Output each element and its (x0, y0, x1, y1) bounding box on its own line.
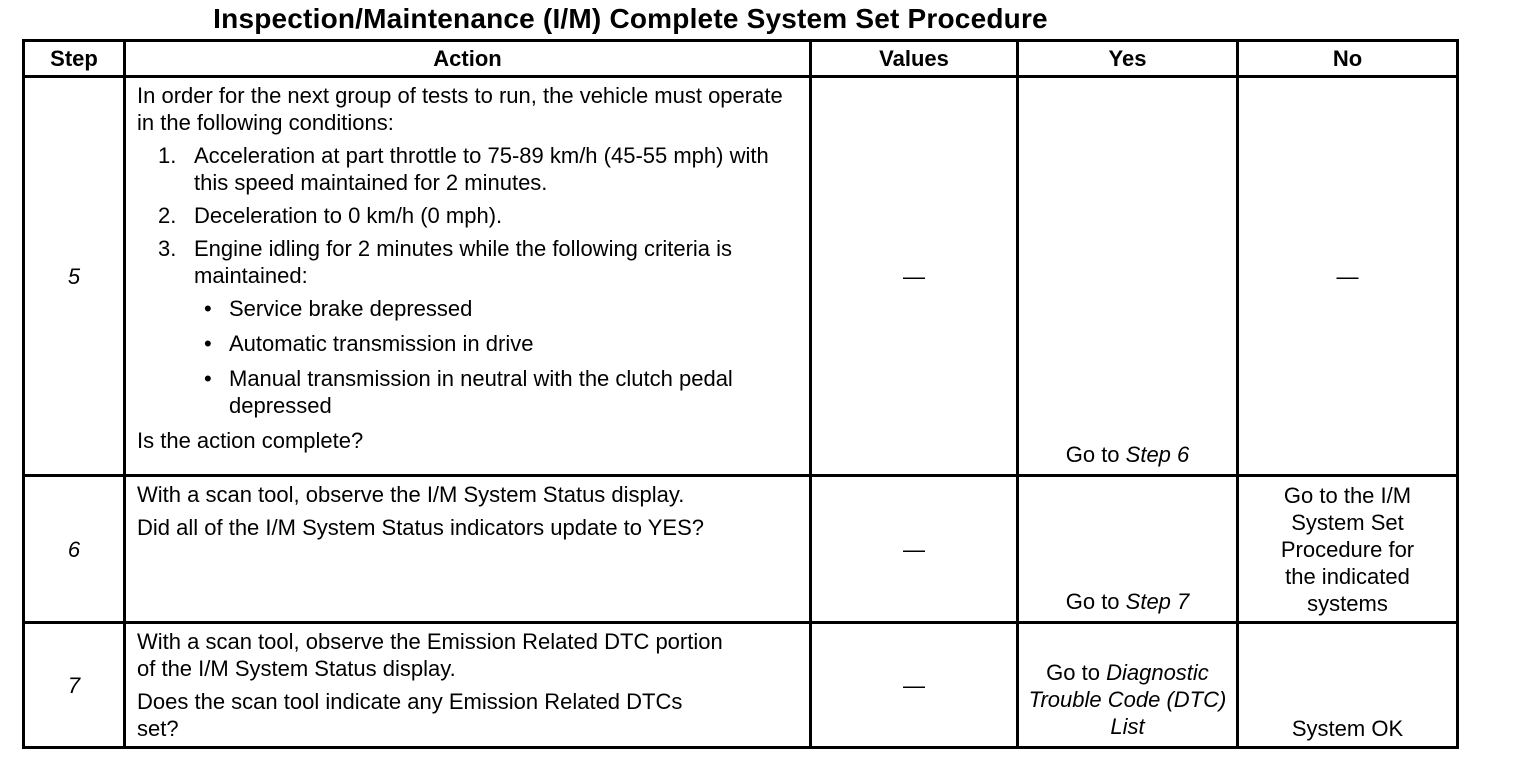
no-action-text: System OK (1291, 716, 1404, 741)
yes-cell (1018, 623, 1238, 748)
yes-prefix: Go to (1065, 589, 1126, 614)
condition-list (137, 142, 799, 419)
no-cell (1238, 476, 1458, 623)
action-question: Is the action complete? (137, 428, 364, 453)
yes-action-link[interactable] (1019, 659, 1236, 740)
procedure-table (22, 39, 1459, 749)
yes-cell (1018, 77, 1238, 476)
no-action-link[interactable]: Go to the I/M System Set Procedure for the indicated systems (1280, 483, 1415, 616)
action-instruction: With a scan tool, observe the Emission Related DTC portion of the I/M System Status display. (137, 629, 723, 681)
bullet-text: Automatic transmission in drive (229, 331, 534, 356)
page-title: Inspection/Maintenance (I/M) Complete System Set Procedure (213, 3, 1048, 34)
no-cell: — (1238, 77, 1458, 476)
values-cell: — (811, 77, 1018, 476)
list-text: Deceleration to 0 km/h (0 mph). (194, 203, 503, 228)
header-yes: Yes (1018, 41, 1238, 77)
list-item (194, 295, 799, 322)
action-cell (125, 77, 811, 476)
yes-link-text: Step 6 (1125, 442, 1190, 467)
list-item (137, 235, 799, 419)
list-number: 3. (158, 236, 177, 261)
yes-prefix: Go to (1046, 660, 1107, 685)
bullet-text: Service brake depressed (229, 296, 473, 321)
table-row (24, 476, 1458, 623)
yes-cell (1018, 476, 1238, 623)
yes-prefix: Go to (1065, 442, 1126, 467)
header-values: Values (811, 41, 1018, 77)
values-cell: — (811, 476, 1018, 623)
table-row (24, 77, 1458, 476)
no-cell (1238, 623, 1458, 748)
list-text: Acceleration at part throttle to 75-89 km/h (45-55 mph) with this speed maintained for 2 minutes. (194, 143, 769, 195)
header-step: Step (24, 41, 125, 77)
bullet-text: Manual transmission in neutral with the clutch pedal depressed (229, 366, 733, 418)
values-cell: — (811, 623, 1018, 748)
action-instruction: With a scan tool, observe the I/M System Status display. (137, 482, 685, 507)
bullet-icon: • (204, 296, 212, 321)
yes-action-link[interactable] (1019, 588, 1236, 615)
step-number: 6 (24, 476, 125, 623)
action-cell (125, 623, 811, 748)
list-item (137, 202, 799, 229)
list-item (137, 142, 799, 196)
header-no: No (1238, 41, 1458, 77)
action-cell (125, 476, 811, 623)
criteria-list (194, 295, 799, 419)
list-item (194, 330, 799, 357)
yes-action-link[interactable] (1019, 441, 1236, 468)
action-question: Does the scan tool indicate any Emission Related DTCs set? (137, 689, 683, 741)
bullet-icon: • (204, 331, 212, 356)
header-action: Action (125, 41, 811, 77)
list-text: Engine idling for 2 minutes while the following criteria is maintained: (194, 236, 733, 288)
list-number: 2. (158, 203, 177, 228)
table-header-row (24, 41, 1458, 77)
step-number: 7 (24, 623, 125, 748)
yes-link-text: Step 7 (1125, 589, 1190, 614)
table-row (24, 623, 1458, 748)
step-number: 5 (24, 77, 125, 476)
action-intro: In order for the next group of tests to run, the vehicle must operate in the following conditions: (137, 83, 783, 135)
list-number: 1. (158, 143, 177, 168)
action-question: Did all of the I/M System Status indicators update to YES? (137, 515, 704, 540)
yes-link-text: Diagnostic Trouble Code (DTC) List (1028, 660, 1227, 739)
bullet-icon: • (204, 366, 212, 391)
list-item (194, 365, 799, 419)
